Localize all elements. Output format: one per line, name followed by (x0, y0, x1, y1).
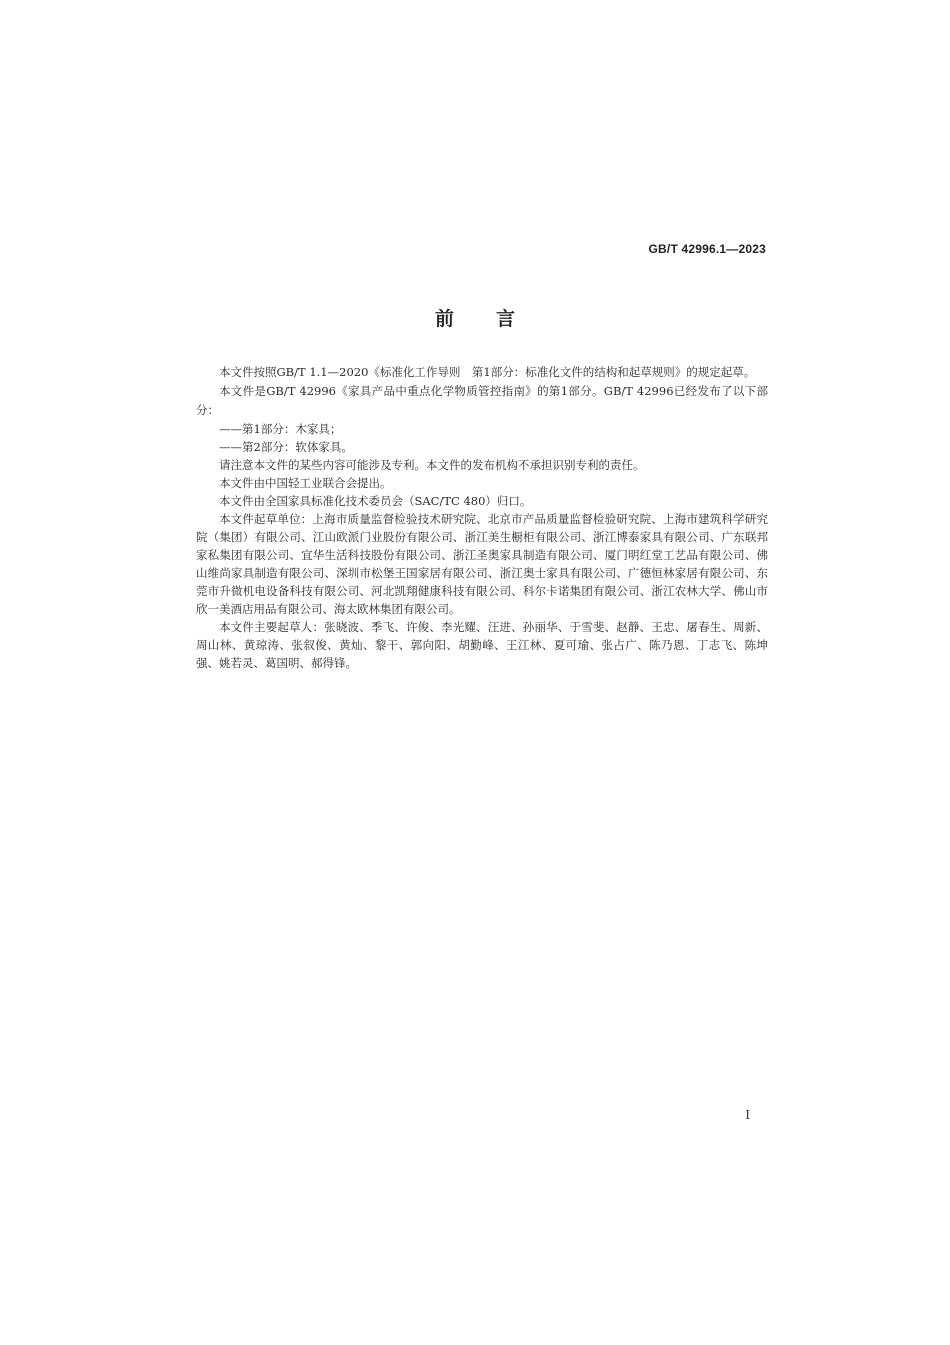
paragraph-drafters: 本文件主要起草人：张晓波、季飞、许俊、李光耀、汪进、孙丽华、于雪斐、赵静、王忠、屠春生、周新、周山林、黄琼涛、张叙俊、黄灿、黎干、郭向阳、胡勤峰、王江林、夏可瑜、张占广、陈乃恩、丁志飞、陈坤强、姚若灵、葛国明、郝得锋。 (196, 620, 768, 670)
paragraph-drafting-units: 本文件起草单位：上海市质量监督检验技术研究院、北京市产品质量监督检验研究院、上海市建筑科学研究院（集团）有限公司、江山欧派门业股份有限公司、浙江美生橱柜有限公司、浙江博泰家具有限公司、广东联邦家私集团有限公司、宜华生活科技股份有限公司、浙江圣奥家具制造有限公司、厦门明红堂工艺品有限公司、佛山维尚家具制造有限公司、深圳市松堡王国家居有限公司、浙江奥士家具有限公司、广德恒林家居有限公司、东莞市升微机电设备科技有限公司、河北凯翔健康科技有限公司、科尔卡诺集团有限公司、浙江农林大学、佛山市欣一美酒店用品有限公司、海太欧林集团有限公司。 (196, 512, 768, 616)
paragraph-proposer: 本文件由中国轻工业联合会提出。 (219, 476, 392, 490)
standard-code: GB/T 42996.1—2023 (648, 242, 766, 256)
list-item-part-2: ——第2部分：软体家具。 (219, 440, 353, 454)
foreword-body (196, 363, 768, 672)
paragraph-parts-intro: 本文件是GB/T 42996《家具产品中重点化学物质管控指南》的第1部分。GB/T 42996已经发布了以下部分： (196, 384, 768, 417)
list-item-part-1: ——第1部分：木家具； (219, 422, 342, 436)
paragraph-committee: 本文件由全国家具标准化技术委员会（SAC/TC 480）归口。 (219, 494, 532, 508)
page-number: I (745, 1108, 750, 1122)
paragraph-patent-notice: 请注意本文件的某些内容可能涉及专利。本文件的发布机构不承担识别专利的责任。 (219, 458, 645, 472)
paragraph-drafting-rules: 本文件按照GB/T 1.1—2020《标准化工作导则 第1部分：标准化文件的结构和起草规则》的规定起草。 (219, 365, 756, 379)
page-title: 前言 (434, 308, 557, 330)
